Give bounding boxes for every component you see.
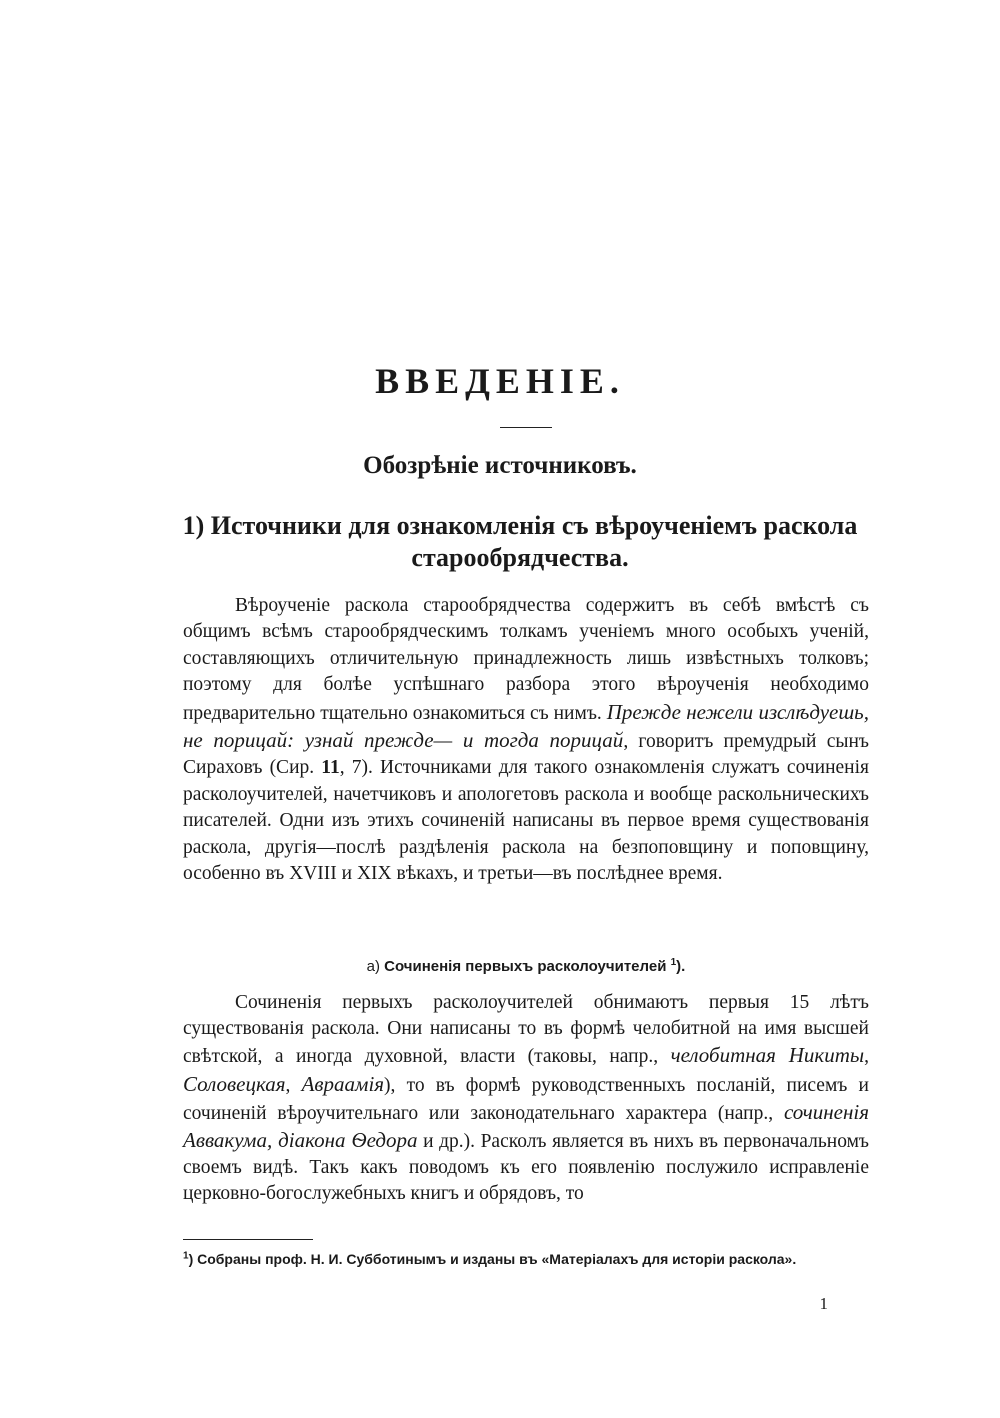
work-title: Авраамія: [301, 1071, 385, 1096]
paragraph-introduction: [183, 593, 869, 887]
page-number: 1: [819, 1294, 828, 1313]
chapter-subtitle: Обозрѣніе источниковъ.: [363, 452, 637, 479]
paragraph-text: ,: [864, 1046, 869, 1068]
paragraph-text: Сочиненія первыхъ расколоучителей обнимаютъ первыя 15 лѣтъ существованія раскола. Они написаны то въ формѣ челобитной на имя высшей свѣтской, а иногда духовной, власти (таковы, напр.,: [183, 992, 869, 1068]
footnote-reference[interactable]: 1: [670, 957, 677, 968]
subsection-suffix: ).: [676, 958, 686, 975]
footnote-mark: 1: [183, 1250, 189, 1262]
paragraph-text: , говоритъ премудрый сынъ Сираховъ (Сир.: [183, 731, 869, 779]
paragraph-text: Вѣроученіе раскола старообрядчества содержитъ въ себѣ вмѣстѣ съ общимъ всѣмъ старообрядческимъ толкамъ ученіемъ много особыхъ ученій, составляющихъ отличительную принадлежность лишь извѣстныхъ толковъ; поэтому для болѣе успѣшнаго разбора этого вѣроученія необходимо предварительно тщательно ознакомиться съ нимъ.: [183, 595, 869, 724]
paragraph-text: ), то въ формѣ руководственныхъ посланій, писемъ и сочиненій вѣроучительнаго или законодательнаго характера (напр.,: [183, 1074, 869, 1124]
section-heading: 1) Источники для ознакомленія съ вѣроученіемъ раскола старообрядчества.: [182, 511, 858, 572]
work-title: челобитная Никиты: [670, 1043, 865, 1068]
work-title: Соловецкая: [183, 1071, 286, 1096]
paragraph-text: и др.). Расколъ является въ нихъ въ первоначальномъ своемъ видѣ. Такъ какъ поводомъ къ его появленію послужило исправленіе церковно-богослужебныхъ книгъ и обрядовъ, то: [183, 1131, 869, 1205]
paragraph-text: , 7). Источниками для такого ознакомленія служатъ сочиненія расколоучителей, начетчиковъ и апологетовъ раскола и вообще раскольническихъ писателей. Одни изъ этихъ сочиненій написаны въ первое время существованія раскола, другія—послѣ раздѣленія раскола на безпоповщину и поповщину, особенно въ XVIII и XIX вѣкахъ, и третьи—въ послѣднее время.: [183, 757, 869, 885]
footnote-text: ) Собраны проф. Н. И. Субботинымъ и изданы въ «Матеріалахъ для исторіи раскола».: [188, 1251, 797, 1267]
chapter-title: ВВЕДЕНІЕ.: [375, 361, 625, 401]
scripture-chapter-number: 11: [321, 757, 340, 779]
paragraph-text: ,: [285, 1074, 302, 1096]
title-divider: [500, 427, 552, 428]
paragraph-first-teachers: [183, 990, 869, 1208]
work-title: сочиненія Аввакума, діакона Ѳедора: [183, 1099, 869, 1153]
footnote-divider: [183, 1239, 313, 1240]
subsection-title: Сочиненія первыхъ расколоучителей: [384, 958, 667, 975]
subsection-heading: [183, 958, 869, 975]
footnote: [183, 1248, 869, 1270]
scripture-quote: Прежде нежели изслѣдуешь, не порицай: узнай прежде— и тогда порицай: [183, 699, 869, 753]
subsection-letter: а): [366, 958, 380, 975]
